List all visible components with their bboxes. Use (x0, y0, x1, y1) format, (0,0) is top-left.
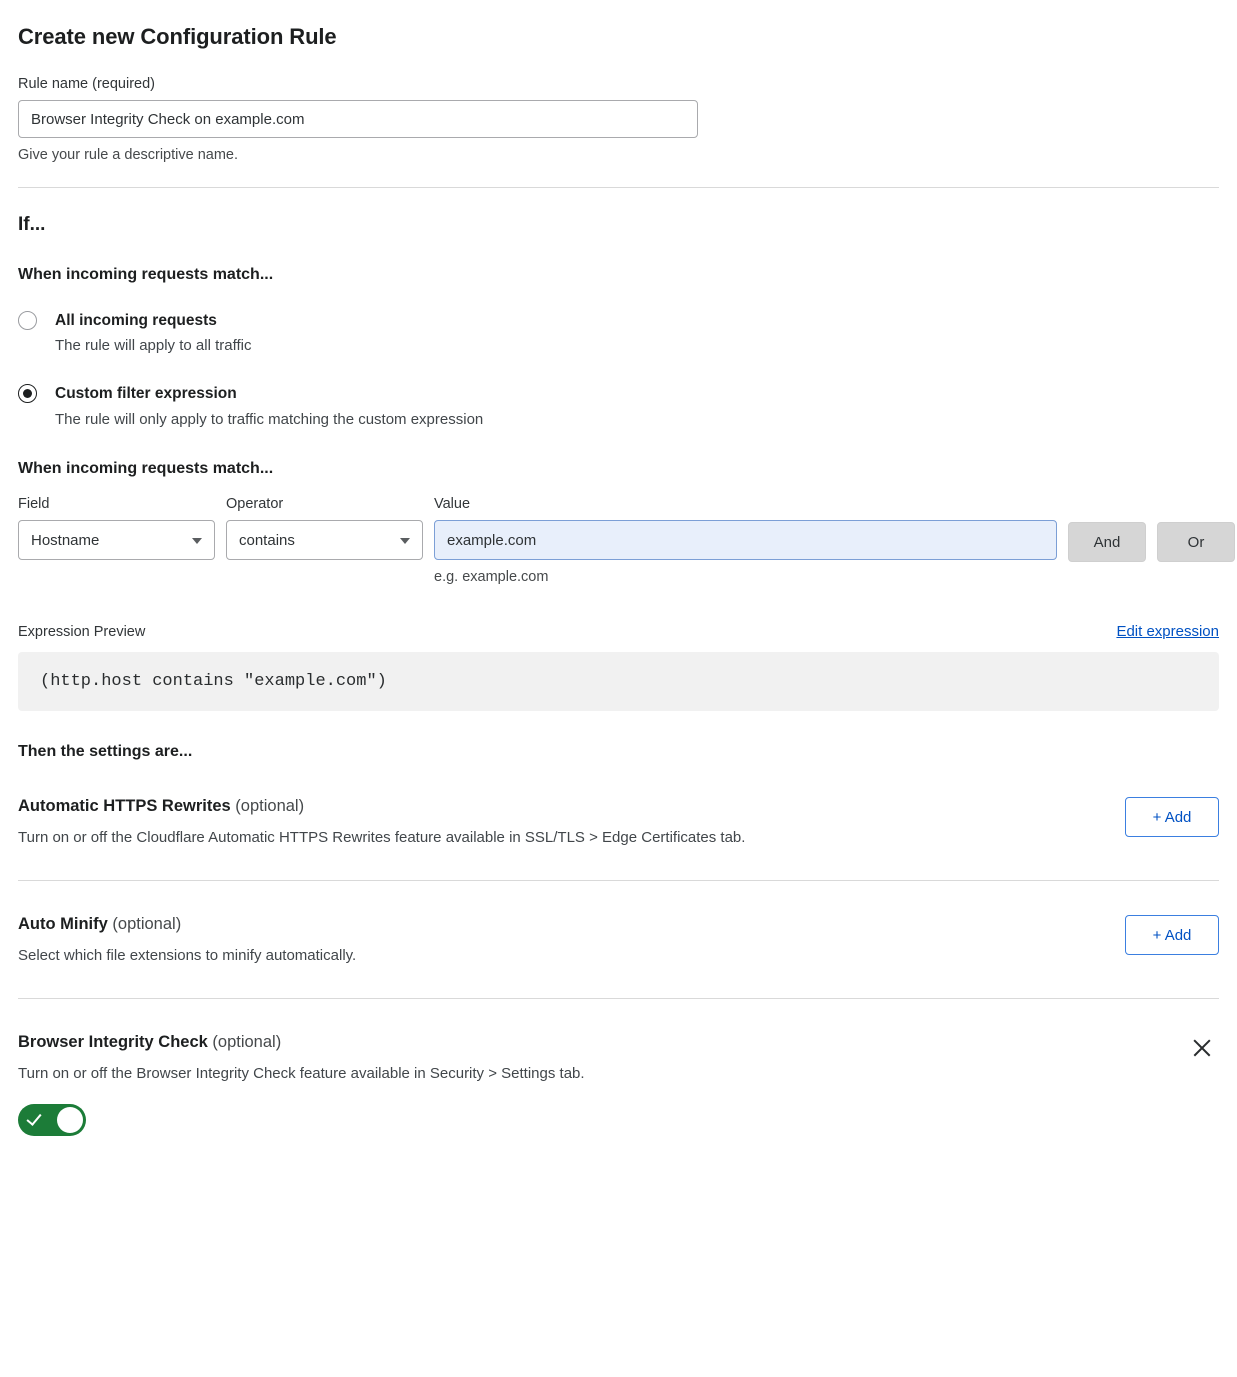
operator-column (226, 496, 423, 560)
chevron-down-icon (400, 538, 410, 544)
operator-label: Operator (226, 496, 284, 513)
operator-select-value: contains (239, 531, 295, 549)
edit-expression-link[interactable]: Edit expression (1116, 623, 1219, 641)
optional-tag: (optional) (230, 797, 305, 816)
value-hint: e.g. example.com (434, 569, 549, 586)
match-mode-radio-group (18, 310, 1219, 430)
toggle-knob (57, 1107, 83, 1133)
setting-title: Browser Integrity Check (optional) (18, 1033, 282, 1052)
or-button-wrap (1157, 496, 1235, 562)
expression-builder-heading: When incoming requests match... (18, 460, 274, 478)
value-column (434, 496, 1057, 585)
optional-tag: (optional) (207, 1033, 282, 1052)
browser-integrity-check-toggle[interactable] (18, 1104, 86, 1136)
setting-title: Automatic HTTPS Rewrites (optional) (18, 797, 305, 816)
expression-preview-header (18, 623, 1219, 640)
radio-description: The rule will only apply to traffic matching the custom expression (55, 410, 484, 428)
rule-name-input[interactable] (18, 100, 698, 138)
radio-label: Custom filter expression (55, 385, 237, 403)
setting-title: Auto Minify (optional) (18, 915, 182, 934)
rule-name-label: Rule name (required) (18, 76, 156, 92)
value-input[interactable] (434, 520, 1057, 560)
divider (18, 187, 1219, 188)
radio-custom-filter-expression[interactable] (18, 383, 1219, 430)
add-button[interactable]: + Add (1125, 915, 1219, 955)
then-section-title: Then the settings are... (18, 743, 193, 761)
match-heading: When incoming requests match... (18, 266, 274, 283)
setting-description: Turn on or off the Cloudflare Automatic HTTPS Rewrites feature available in SSL/TLS > Edge Certificates tab. (18, 829, 746, 847)
radio-icon[interactable] (18, 384, 37, 403)
radio-icon[interactable] (18, 311, 37, 330)
setting-automatic-https-rewrites (18, 791, 1219, 846)
radio-description: The rule will apply to all traffic (55, 337, 252, 355)
and-button-wrap (1068, 496, 1146, 562)
setting-auto-minify (18, 881, 1219, 964)
check-icon (26, 1111, 41, 1127)
if-section-title: If... (18, 214, 46, 235)
add-button[interactable]: + Add (1125, 797, 1219, 837)
setting-description: Turn on or off the Browser Integrity Check feature available in Security > Settings tab. (18, 1065, 585, 1083)
value-label: Value (434, 496, 471, 513)
setting-browser-integrity-check (18, 999, 1219, 1136)
close-icon[interactable] (1189, 1035, 1215, 1061)
radio-label: All incoming requests (55, 312, 217, 329)
chevron-down-icon (192, 538, 202, 544)
or-button[interactable]: Or (1157, 522, 1235, 562)
field-select[interactable] (18, 520, 215, 560)
optional-tag: (optional) (107, 915, 182, 934)
expression-builder-row (18, 496, 1219, 585)
field-column (18, 496, 215, 560)
operator-select[interactable] (226, 520, 423, 560)
expression-preview-label: Expression Preview (18, 624, 146, 641)
page-title: Create new Configuration Rule (18, 24, 337, 49)
setting-description: Select which file extensions to minify automatically. (18, 947, 357, 965)
rule-name-help: Give your rule a descriptive name. (18, 147, 239, 163)
field-select-value: Hostname (31, 531, 100, 549)
expression-preview-box: (http.host contains "example.com") (18, 652, 1219, 711)
field-label: Field (18, 496, 50, 513)
radio-all-incoming-requests[interactable] (18, 310, 1219, 357)
rule-name-group (18, 76, 1219, 163)
and-button[interactable]: And (1068, 522, 1146, 562)
